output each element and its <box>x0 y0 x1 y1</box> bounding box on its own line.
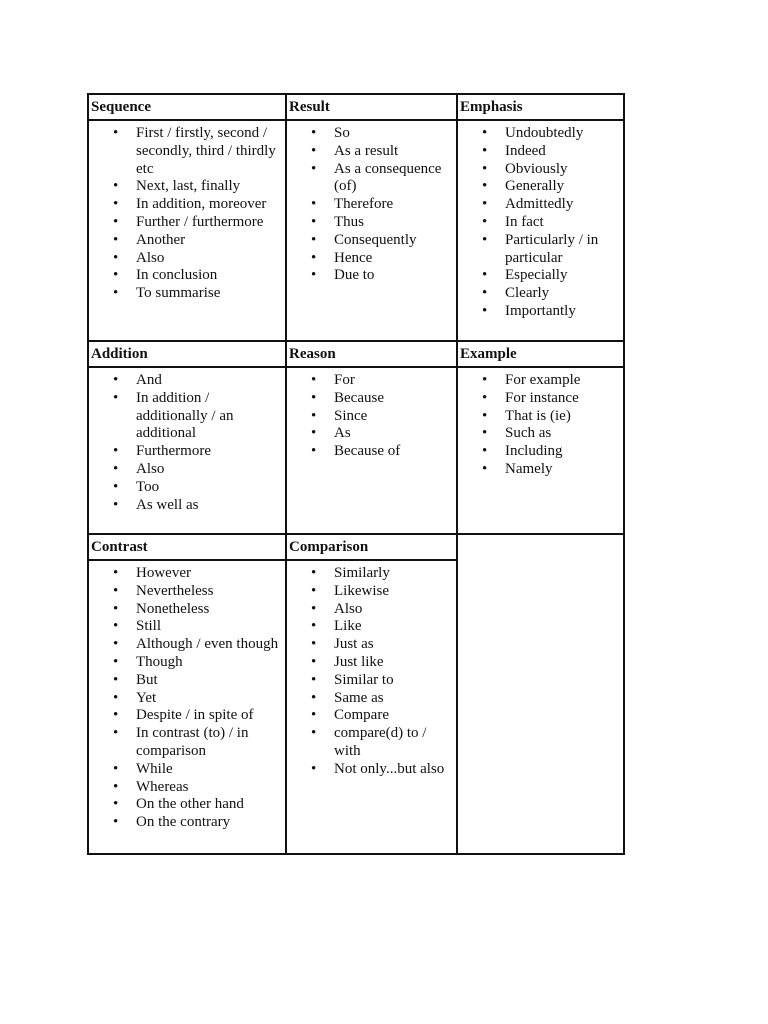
cell-reason <box>286 367 457 534</box>
contrast-list <box>89 561 285 832</box>
linking-words-table <box>87 93 625 855</box>
example-item: • That is (ie) <box>458 408 619 426</box>
header-result: Result <box>286 94 457 120</box>
contrast-item: • Nonetheless <box>89 601 281 619</box>
example-item: • Namely <box>458 461 619 479</box>
contrast-item: • Although / even though <box>89 636 281 654</box>
contrast-item: • In contrast (to) / in comparison <box>89 725 281 761</box>
comparison-item: • Like <box>287 618 452 636</box>
addition-item: • As well as <box>89 497 281 515</box>
emphasis-item: • Importantly <box>458 303 619 321</box>
reason-item: • Since <box>287 408 452 426</box>
contrast-item: • Though <box>89 654 281 672</box>
reason-list <box>287 368 456 461</box>
contrast-item: • While <box>89 761 281 779</box>
sequence-item: • In conclusion <box>89 267 281 285</box>
addition-item: • Furthermore <box>89 443 281 461</box>
emphasis-item: • Especially <box>458 267 619 285</box>
contrast-item: • Whereas <box>89 779 281 797</box>
sequence-item: • First / firstly, second / secondly, third / thirdly etc <box>89 125 281 178</box>
contrast-item: • Still <box>89 618 281 636</box>
example-list <box>458 368 623 479</box>
result-list <box>287 121 456 285</box>
contrast-item: • Despite / in spite of <box>89 707 281 725</box>
comparison-item: • Just as <box>287 636 452 654</box>
body-row-1 <box>88 120 624 341</box>
emphasis-item: • Particularly / in particular <box>458 232 619 268</box>
header-example: Example <box>457 341 624 367</box>
comparison-item: • Just like <box>287 654 452 672</box>
comparison-item: • Same as <box>287 690 452 708</box>
cell-example <box>457 367 624 534</box>
result-item: • Therefore <box>287 196 452 214</box>
emphasis-list <box>458 121 623 321</box>
empty-cell <box>457 534 624 854</box>
comparison-item: • Also <box>287 601 452 619</box>
result-item: • Consequently <box>287 232 452 250</box>
addition-list <box>89 368 285 514</box>
header-comparison: Comparison <box>286 534 457 560</box>
sequence-item: • To summarise <box>89 285 281 303</box>
comparison-item: • Likewise <box>287 583 452 601</box>
comparison-item: • compare(d) to / with <box>287 725 452 761</box>
cell-contrast <box>88 560 286 854</box>
sequence-list <box>89 121 285 303</box>
header-sequence: Sequence <box>88 94 286 120</box>
result-item: • As a result <box>287 143 452 161</box>
cell-emphasis <box>457 120 624 341</box>
emphasis-item: • Obviously <box>458 161 619 179</box>
example-item: • Including <box>458 443 619 461</box>
sequence-item: • Another <box>89 232 281 250</box>
result-item: • Due to <box>287 267 452 285</box>
example-item: • Such as <box>458 425 619 443</box>
reason-item: • Because of <box>287 443 452 461</box>
cell-addition <box>88 367 286 534</box>
emphasis-item: • Clearly <box>458 285 619 303</box>
contrast-item: • Yet <box>89 690 281 708</box>
result-item: • So <box>287 125 452 143</box>
emphasis-item: • Generally <box>458 178 619 196</box>
comparison-list <box>287 561 456 779</box>
sequence-item: • Also <box>89 250 281 268</box>
example-item: • For example <box>458 372 619 390</box>
reason-item: • As <box>287 425 452 443</box>
header-addition: Addition <box>88 341 286 367</box>
header-row-1 <box>88 94 624 120</box>
addition-item: • In addition / additionally / an additional <box>89 390 281 443</box>
emphasis-item: • Admittedly <box>458 196 619 214</box>
sequence-item: • Further / furthermore <box>89 214 281 232</box>
sequence-item: • Next, last, finally <box>89 178 281 196</box>
header-reason: Reason <box>286 341 457 367</box>
contrast-item: • However <box>89 565 281 583</box>
comparison-item: • Similarly <box>287 565 452 583</box>
contrast-item: • On the contrary <box>89 814 281 832</box>
comparison-item: • Not only...but also <box>287 761 452 779</box>
header-contrast: Contrast <box>88 534 286 560</box>
addition-item: • And <box>89 372 281 390</box>
header-row-3 <box>88 534 624 560</box>
cell-comparison <box>286 560 457 854</box>
emphasis-item: • Indeed <box>458 143 619 161</box>
sequence-item: • In addition, moreover <box>89 196 281 214</box>
contrast-item: • Nevertheless <box>89 583 281 601</box>
body-row-2 <box>88 367 624 534</box>
comparison-item: • Similar to <box>287 672 452 690</box>
addition-item: • Also <box>89 461 281 479</box>
cell-result <box>286 120 457 341</box>
header-emphasis: Emphasis <box>457 94 624 120</box>
result-item: • Thus <box>287 214 452 232</box>
contrast-item: • But <box>89 672 281 690</box>
result-item: • Hence <box>287 250 452 268</box>
cell-sequence <box>88 120 286 341</box>
example-item: • For instance <box>458 390 619 408</box>
addition-item: • Too <box>89 479 281 497</box>
emphasis-item: • In fact <box>458 214 619 232</box>
emphasis-item: • Undoubtedly <box>458 125 619 143</box>
contrast-item: • On the other hand <box>89 796 281 814</box>
result-item: • As a consequence (of) <box>287 161 452 197</box>
header-row-2 <box>88 341 624 367</box>
reason-item: • Because <box>287 390 452 408</box>
reason-item: • For <box>287 372 452 390</box>
comparison-item: • Compare <box>287 707 452 725</box>
